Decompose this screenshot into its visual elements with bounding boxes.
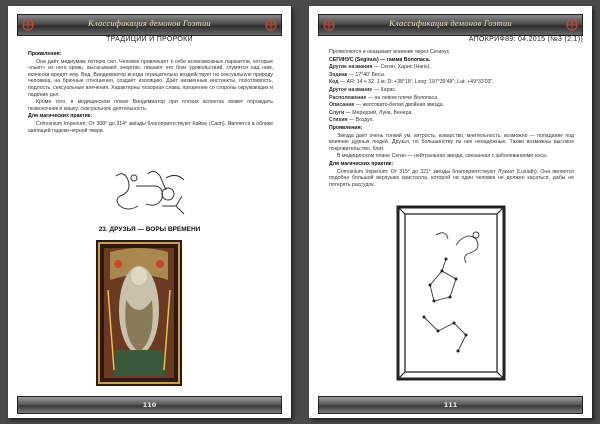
page-subheader: ТРАДИЦИИ И ПРОРОКИ [106, 36, 193, 43]
section-heading: Проявления: [329, 124, 363, 131]
seal-ornament-icon [565, 17, 579, 33]
right-body-text [329, 49, 574, 189]
star-name-line: СЕГИНУС (Seginus) — гамма Волопаса. [329, 56, 431, 63]
sigil-illustration [106, 166, 196, 222]
right-page [309, 6, 592, 418]
paragraph: В медицинском плане Сегин — нейтральная звезда, связанная с заболеваниями носа. [337, 153, 548, 160]
field-element: Стихия — Воздух. [329, 117, 374, 124]
field-code: Код — AR: 14 ч 32. 1 м; D: +38°18'; Long: 197°39'48"; Lat: +49°33'03". [329, 79, 494, 86]
field-other-names: Другие названия — Сегин, Харис (Haris). [329, 64, 431, 71]
constellation-frame-illustration [396, 205, 506, 381]
page-header-bar [17, 14, 282, 36]
header-title: Классификация демонов Гоэтии [389, 18, 512, 28]
figure-title: 23. ДРУЗЬЯ — ВОРЫ ВРЕМЕНИ [98, 226, 201, 233]
paragraph: Кроме того, в медицинском плане Виндемиатор при плохих аспектах может порождать позвоночник и кишку, сексуальную деятельность. [28, 99, 273, 112]
field-other: Другое название — Харис. [329, 86, 397, 93]
tarot-card-illustration [96, 240, 182, 386]
field-location: Расположение — на левом плече Волопаса. [329, 94, 439, 101]
paragraph: Она даёт медиумам потерю сил. Человек привлекает к себе всевозможных паразитов, которые «пьют» из него кровь, высасывают энергию, лишают его благ удовольствий, глумятся над ним, всячески вредят ему. Вед. Виндемиатор всегда отрицательно воздействует на сексуальную природу человека, на брачные отношения, создаёт изоляцию. Даёт низменные инстинкты, похотливость, подлость, сексуальные влечения. Характерны позорная слава, презрение со стороны окружающих и падение дел. [28, 58, 273, 98]
paragraph: Crimoinium Imperium: От 308° до 314° звёзды благоприятствуют Кайму (Caim). Является в облике шипящей гадюки черной твари. [28, 120, 273, 134]
left-page [8, 6, 291, 418]
paragraph: Crimoinium Imperium: От 315° до 321° звёзды благоприятствуют Лузиат (Lusiath). Она является подобно большой верхушке кристалла, которой ни один человек не должен касаться, дабы не потерять рассудок. [329, 168, 574, 188]
seal-ornament-icon [264, 17, 278, 33]
header-title: Классификация демонов Гоэтии [88, 18, 211, 28]
page-footer [318, 396, 583, 414]
page-subheader: АПОКРИФ89: 04.2015 (№3 (2.1)) [468, 36, 583, 43]
paragraph: Звезда даёт очень тонкий ум, хитрость, коварство, мнительность, возможно — попадание под влияние дурных людей. Друзья, по большинству из них ненадёжные. Также возможны высокое покровительство, блат. [329, 132, 574, 152]
left-body-text [28, 51, 273, 135]
field-zodiac: Зодиак — 17°40' Весы. [329, 71, 386, 78]
page-number: 111 [443, 401, 458, 409]
field-description: Описание — желтовато-белая двойная звезда. [329, 102, 445, 109]
seal-ornament-icon [322, 17, 336, 33]
field-servants: Слуги — Меркурий, Луна, Венера. [329, 109, 413, 116]
section-heading: Для магических практик: [28, 113, 93, 120]
page-header-bar [318, 14, 583, 36]
page-footer [17, 396, 282, 414]
section-heading: Для магических практик: [329, 160, 394, 167]
seal-ornament-icon [21, 17, 35, 33]
intro-line: Проявляются и оказывает влияние через Сегинус [329, 49, 450, 55]
page-number: 110 [142, 401, 157, 409]
section-heading: Проявления: [28, 51, 62, 57]
